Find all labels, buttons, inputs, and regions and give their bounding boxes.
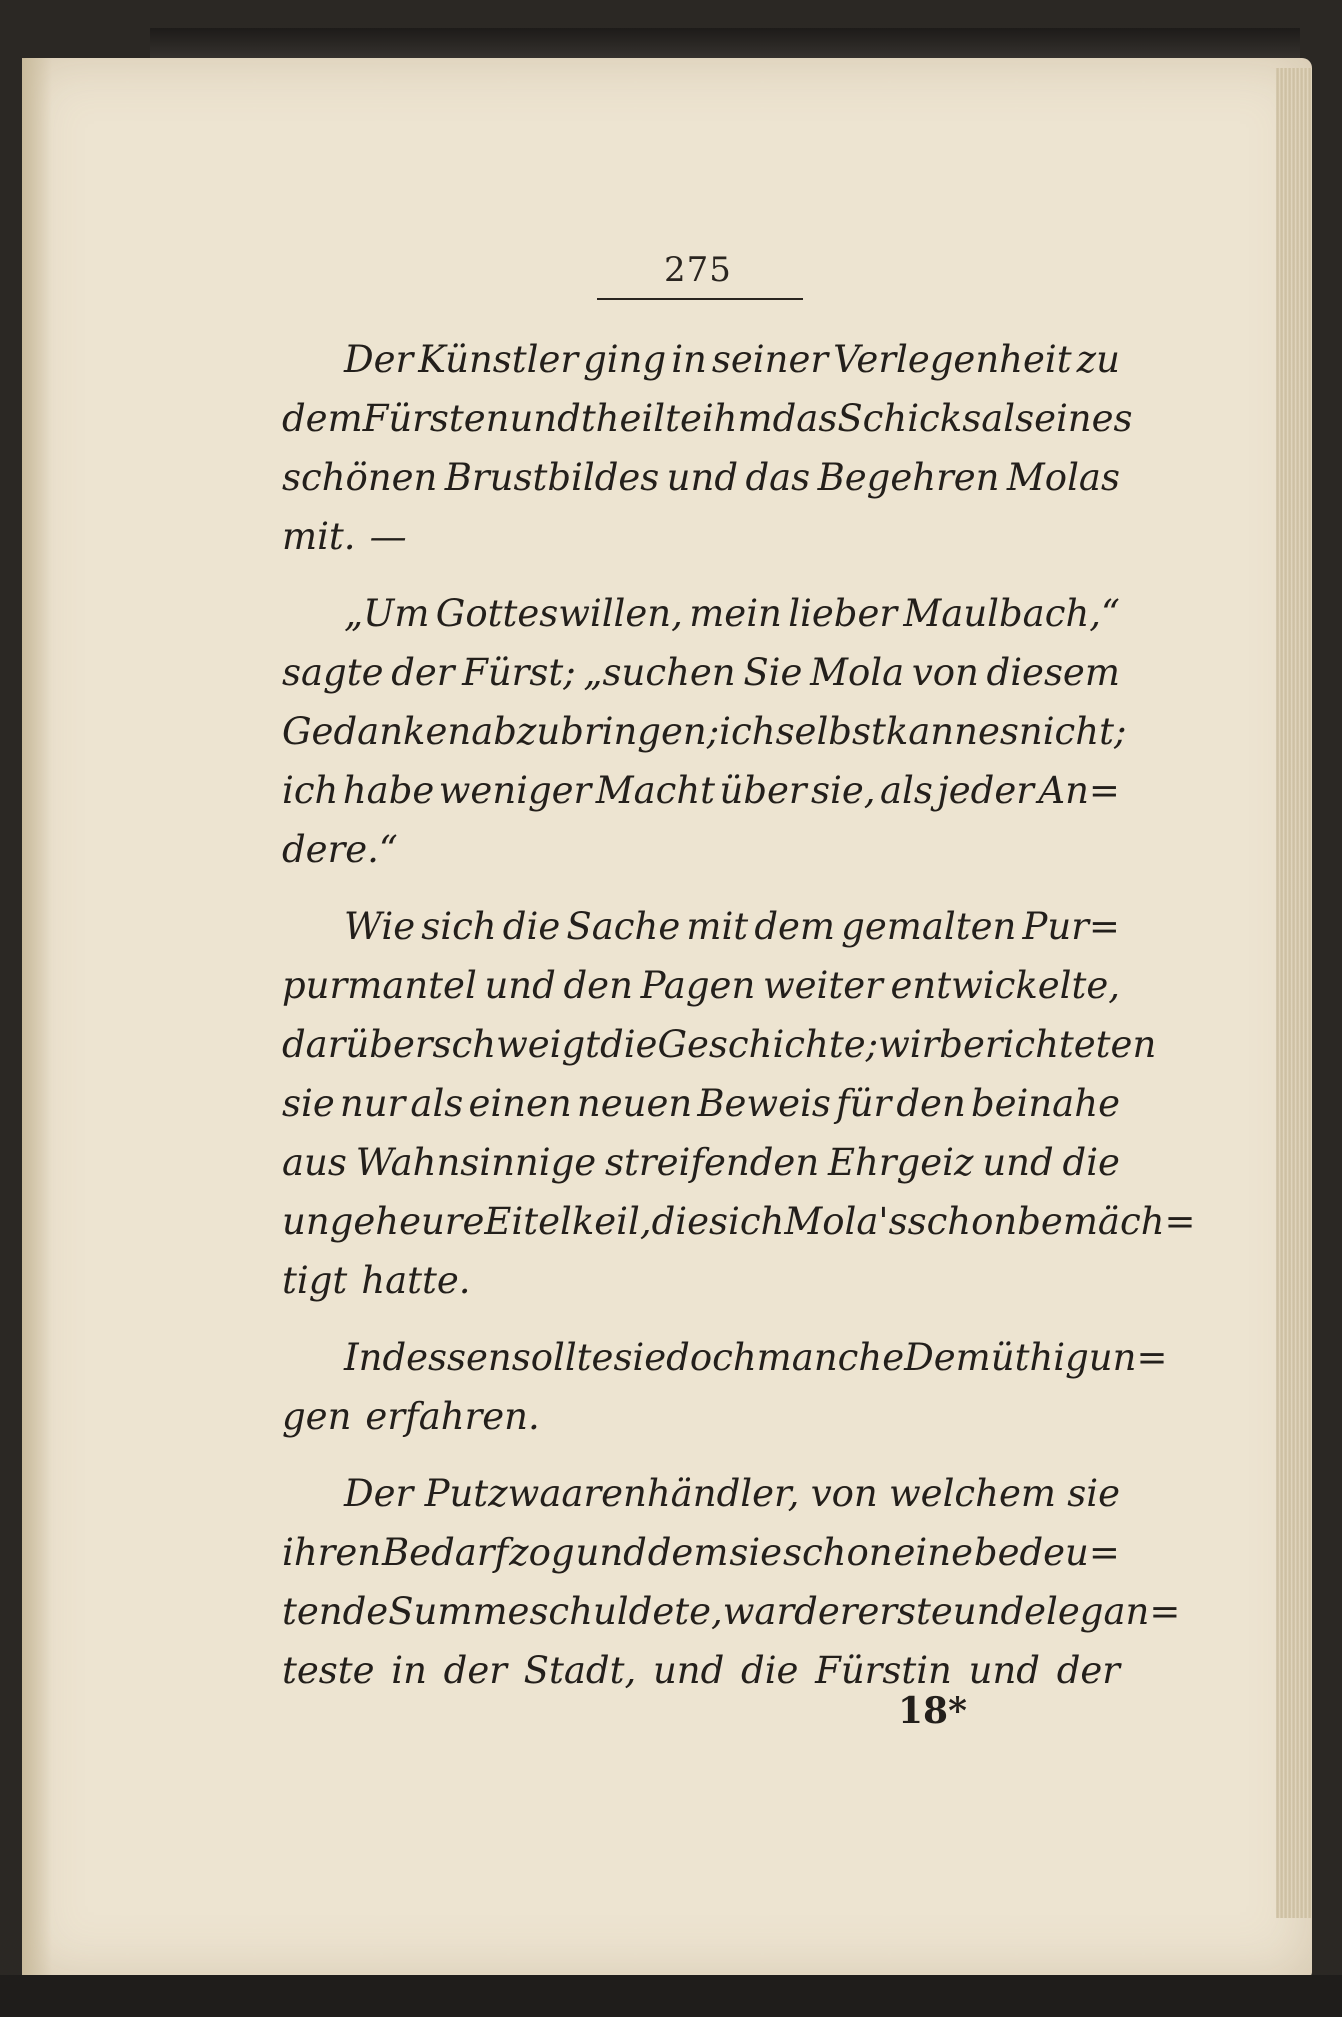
word: seiner [711, 338, 829, 381]
word: Gedanken [282, 710, 472, 753]
word: schweigt [432, 1023, 601, 1066]
word: theilte [580, 397, 702, 440]
word: und [982, 1141, 1054, 1184]
word: Brustbildes [444, 456, 660, 499]
word: Der [344, 1472, 414, 1515]
word: mein [689, 592, 782, 635]
text-line [282, 1328, 1168, 1387]
word: sie [613, 1336, 667, 1379]
word: schönen [282, 456, 438, 499]
paragraph [282, 1328, 1168, 1446]
word: Wahnsinnige [355, 1141, 597, 1184]
word: es [977, 710, 1019, 753]
word: sich [709, 1200, 785, 1243]
text-line [282, 389, 1133, 448]
word: zu [1076, 338, 1120, 381]
word: aus [282, 1141, 347, 1184]
word: Ehrgeiz [828, 1141, 974, 1184]
word: den [896, 1082, 966, 1125]
word: bemäch= [1017, 1200, 1196, 1243]
word: ihm [701, 397, 773, 440]
word: von [810, 1472, 878, 1515]
word: sagte [282, 651, 384, 694]
paragraph [282, 584, 1127, 879]
word: weniger [438, 769, 592, 812]
word: Putzwaarenhändler, [424, 1472, 800, 1515]
word: und [952, 1590, 1025, 1633]
word: Indessen [344, 1336, 512, 1379]
text-line [282, 448, 1120, 507]
text-line [282, 1074, 1120, 1133]
word: gemalten [841, 905, 1017, 948]
word: sollte [511, 1336, 614, 1379]
word: ungeheure [282, 1200, 485, 1243]
paragraph [282, 330, 1133, 566]
word: purmantel [282, 964, 477, 1007]
body-text [282, 330, 1196, 1718]
word: elegan= [1024, 1590, 1181, 1633]
word: Fürstin [815, 1649, 952, 1692]
word: sie [1067, 1472, 1120, 1515]
word: Bedarf [381, 1531, 509, 1574]
word: als [410, 1082, 464, 1125]
word: Sie [743, 651, 803, 694]
word: der [794, 1590, 858, 1633]
word: An= [1038, 769, 1120, 812]
word: Begehren [817, 456, 1000, 499]
header-rule [597, 298, 803, 300]
word: sie [729, 1531, 783, 1574]
word: Wie [344, 905, 416, 948]
word: sie, [811, 769, 876, 812]
word: Demüthigun= [904, 1336, 1168, 1379]
word: Molas [1006, 456, 1120, 499]
word: Stadt, [523, 1649, 637, 1692]
text-line [282, 897, 1120, 956]
word: doch [666, 1336, 757, 1379]
word: diesem [986, 651, 1120, 694]
word: in [391, 1649, 427, 1692]
word: manche [756, 1336, 905, 1379]
page-stack-edge [1276, 68, 1312, 1918]
word: Fürst; [462, 651, 576, 694]
word: habe [342, 769, 435, 812]
text-line [282, 1015, 1157, 1074]
word: teste [282, 1649, 375, 1692]
word: die [651, 1200, 709, 1243]
word: Beweis [697, 1082, 831, 1125]
word: Pur= [1022, 905, 1120, 948]
text-line [282, 1192, 1196, 1251]
word: dem [647, 1531, 729, 1574]
word: nicht; [1018, 710, 1127, 753]
signature-mark: 18* [898, 1690, 967, 1732]
word: ging [583, 338, 667, 381]
word: streifenden [605, 1141, 820, 1184]
word: und [652, 1649, 725, 1692]
word: Mola [810, 651, 905, 694]
word: erste [857, 1590, 953, 1633]
word: wir [878, 1023, 940, 1066]
word: erfahren. [365, 1395, 540, 1438]
word: mit [686, 905, 749, 948]
word: kann [885, 710, 978, 753]
book-bottom-edge [0, 1975, 1342, 2017]
text-line [282, 956, 1120, 1015]
word: die [1062, 1141, 1120, 1184]
word: die [502, 905, 561, 948]
text-line [282, 1582, 1181, 1641]
word: dere.“ [282, 828, 398, 871]
word: zog [509, 1531, 575, 1574]
word: neuen [576, 1082, 693, 1125]
word: Sache [566, 905, 681, 948]
text-line [282, 1387, 1120, 1446]
word: und [575, 1531, 647, 1574]
word: — [369, 515, 407, 558]
word: und [484, 964, 556, 1007]
word: die [600, 1023, 658, 1066]
text-line [282, 1464, 1120, 1523]
word: darüber [282, 1023, 433, 1066]
word: der [1056, 1649, 1120, 1692]
word: war [722, 1590, 795, 1633]
word: als [879, 769, 933, 812]
word: dem [282, 397, 363, 440]
word: Mola's [784, 1200, 908, 1243]
word: schon [907, 1200, 1018, 1243]
word: die [741, 1649, 799, 1692]
paragraph [282, 897, 1196, 1310]
word: selbst [775, 710, 886, 753]
word: Pagen [640, 964, 756, 1007]
word: ich [719, 710, 776, 753]
word: entwickelte, [890, 964, 1120, 1007]
word: nur [339, 1082, 406, 1125]
word: Geschichte; [657, 1023, 879, 1066]
word: Der [344, 338, 414, 381]
text-line [282, 1251, 1120, 1310]
word: Summe [388, 1590, 530, 1633]
word: tigt [282, 1259, 348, 1302]
word: dem [754, 905, 836, 948]
word: schon [782, 1531, 893, 1574]
word: Schicksal [837, 397, 1016, 440]
word: jeder [937, 769, 1034, 812]
word: der [391, 651, 455, 694]
text-line [282, 1133, 1120, 1192]
word: „suchen [583, 651, 736, 694]
word: Macht [595, 769, 716, 812]
word: schuldete, [529, 1590, 723, 1633]
word: mit. [282, 515, 356, 558]
word: Künstler [418, 338, 579, 381]
word: sich [421, 905, 497, 948]
word: der [443, 1649, 507, 1692]
text-line [282, 1523, 1120, 1582]
word: Verlegenheit [833, 338, 1072, 381]
text-line [282, 507, 1120, 566]
word: einen [468, 1082, 572, 1125]
word: ich [282, 769, 339, 812]
word: von [911, 651, 979, 694]
page-number: 275 [664, 250, 732, 290]
word: tende [282, 1590, 389, 1633]
text-line [282, 702, 1127, 761]
word: in [671, 338, 707, 381]
page-gutter-shadow [22, 58, 52, 1978]
text-line [282, 643, 1120, 702]
word: für [835, 1082, 892, 1125]
word: lieber [788, 592, 898, 635]
text-line [282, 330, 1120, 389]
text-line [282, 820, 1120, 879]
word: und [968, 1649, 1040, 1692]
word: den [563, 964, 633, 1007]
word: abzubringen; [471, 710, 720, 753]
word: Maulbach,“ [903, 592, 1120, 635]
word: Gotteswillen, [435, 592, 683, 635]
word: und [666, 456, 739, 499]
word: das [745, 456, 811, 499]
word: bedeu= [973, 1531, 1120, 1574]
word: berichteten [939, 1023, 1157, 1066]
word: und [509, 397, 581, 440]
word: über [719, 769, 807, 812]
word: „Um [344, 592, 430, 635]
word: Fürsten [362, 397, 510, 440]
word: sie [282, 1082, 335, 1125]
word: gen [282, 1395, 352, 1438]
word: seines [1015, 397, 1133, 440]
text-line [282, 761, 1120, 820]
word: das [772, 397, 838, 440]
word: beinahe [970, 1082, 1120, 1125]
word: Eitelkeil, [484, 1200, 652, 1243]
word: weiter [762, 964, 883, 1007]
word: welchem [889, 1472, 1056, 1515]
word: eine [893, 1531, 973, 1574]
text-line [282, 584, 1120, 643]
text-line [282, 1641, 1120, 1700]
paragraph [282, 1464, 1181, 1700]
word: ihren [282, 1531, 382, 1574]
word: hatte. [361, 1259, 471, 1302]
